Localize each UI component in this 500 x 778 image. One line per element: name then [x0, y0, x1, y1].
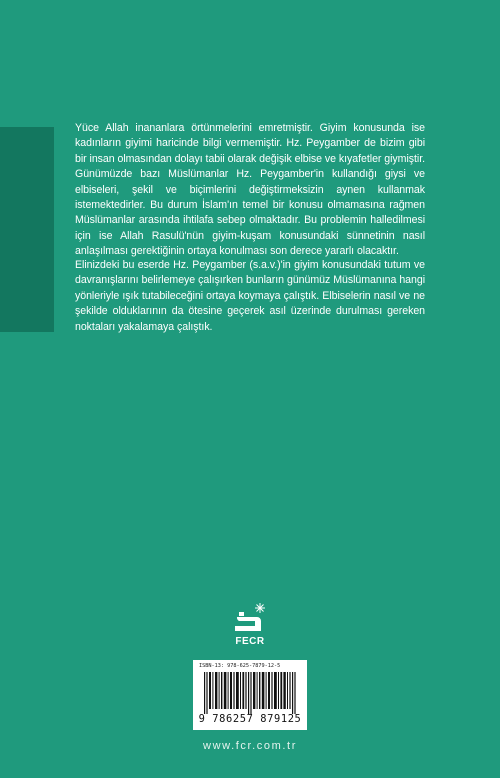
side-color-band [0, 127, 54, 332]
barcode [193, 660, 307, 730]
barcode-bars [204, 672, 296, 714]
publisher-website: www.fcr.com.tr [203, 740, 297, 752]
publisher-name: FECR [235, 636, 265, 647]
blurb-paragraph-2: Elinizdeki bu eserde Hz. Peygamber (s.a.v.)'in giyim konusundaki tutum ve davranışlarını belirlemeye çalışırken bunların günümüz Müslümanına hangi yönleriyle ışık tutabileceğini ortaya koymaya çalıştık. Elbiselerin nasıl ve ne şekilde olduklarının da ötesine geçerek asıl üzerinde durulması gereken noktaları yakalamaya çalıştık. [75, 259, 425, 333]
isbn-label: ISBN-13: 978-625-7879-12-5 [199, 663, 281, 669]
ean-digits: 9 786257 879125 [198, 713, 302, 725]
blurb-paragraph-1: Yüce Allah inananlara örtünmelerini emretmiştir. Giyim konusunda ise kadınların giyimi haricinde bilgi vermemiştir. Hz. Peygamber de bizim gibi bir insan olmasından dolayı tabii olarak değişik elbise ve kıyafetler giymiştir. Günümüzde bazı Müslümanlar Hz. Peygamber'in kullandığı giysi ve elbiseleri, şekil ve biçimlerini değiştirmeksizin aynen kullanmak istemektedirler. Bu durum İslam'ın temel bir konusu olmamasına rağmen Müslümanlar arasında ihtilafa sebep olmaktadır. Bu problemin halledilmesi için ise Allah Rasulü'nün giyim-kuşam konusundaki sünnetinin nasıl anlaşılması gerektiğinin ortaya konulması son derece yararlı olacaktır. [75, 122, 425, 258]
